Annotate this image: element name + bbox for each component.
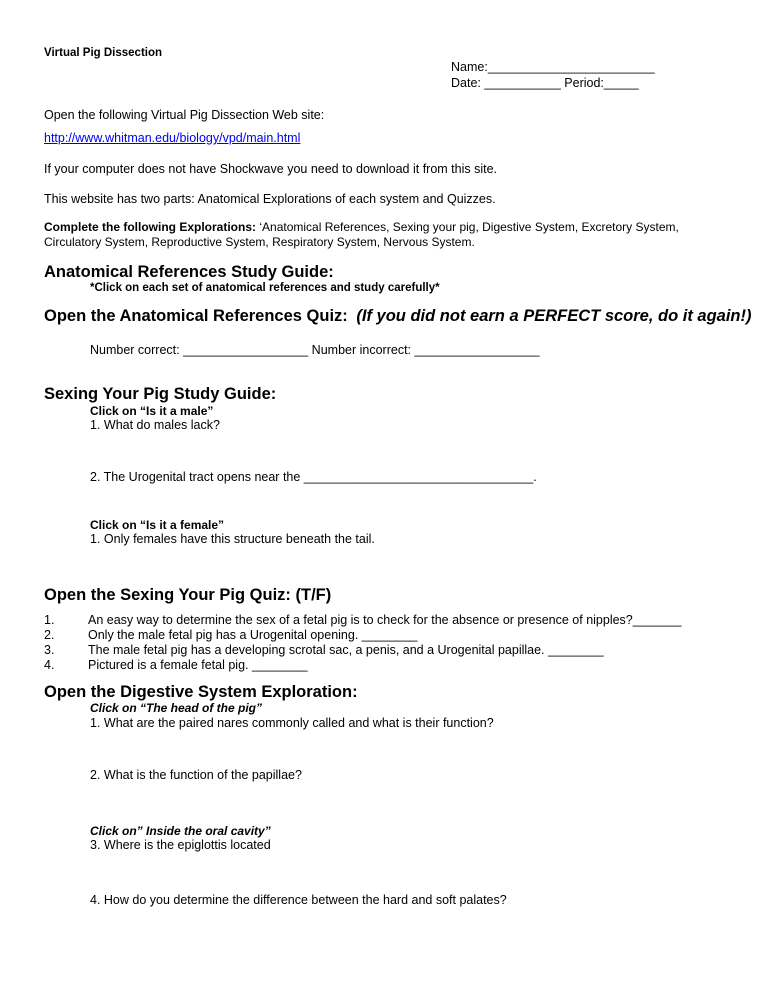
complete-list-line2: Circulatory System, Reproductive System, Respiratory System, Nervous System. (44, 235, 475, 249)
date-period-field[interactable]: Date: ___________ Period:_____ (451, 76, 639, 90)
item-number: 2. (44, 628, 55, 642)
male-click-instruction: Click on “Is it a male” (90, 404, 214, 418)
open-site-instruction: Open the following Virtual Pig Dissection Web site: (44, 108, 325, 122)
oral-click-instruction: Click on” Inside the oral cavity” (90, 824, 271, 838)
shockwave-note: If your computer does not have Shockwave you need to download it from this site. (44, 162, 498, 176)
quiz-score-line[interactable]: Number correct: __________________ Number incorrect: __________________ (90, 343, 540, 357)
two-parts-note: This website has two parts: Anatomical Explorations of each system and Quizzes. (44, 192, 496, 206)
head-click-instruction: Click on “The head of the pig” (90, 701, 263, 715)
sexing-quiz-item (44, 613, 681, 627)
sexing-guide-heading: Sexing Your Pig Study Guide: (44, 385, 277, 403)
complete-explorations (44, 220, 679, 234)
digestive-heading: Open the Digestive System Exploration: (44, 683, 358, 701)
sexing-quiz-item (44, 628, 417, 642)
digestive-question-2: 2. What is the function of the papillae? (90, 768, 302, 782)
male-question-1: 1. What do males lack? (90, 418, 220, 432)
sexing-quiz-item (44, 658, 308, 672)
item-text: An easy way to determine the sex of a fetal pig is to check for the absence or presence of nipples?_______ (88, 613, 682, 627)
complete-list-line1: ‘Anatomical References, Sexing your pig, Digestive System, Excretory System, (256, 220, 679, 234)
digestive-question-1: 1. What are the paired nares commonly called and what is their function? (90, 716, 494, 730)
male-question-2: 2. The Urogenital tract opens near the _________________________________. (90, 470, 537, 484)
vpd-website-link[interactable]: http://www.whitman.edu/biology/vpd/main.html (44, 131, 301, 145)
anatomical-guide-note: *Click on each set of anatomical references and study carefully* (90, 282, 440, 294)
name-field[interactable]: Name:________________________ (451, 60, 655, 74)
item-number: 1. (44, 613, 55, 627)
complete-label: Complete the following Explorations: (44, 220, 257, 234)
item-number: 4. (44, 658, 55, 672)
item-number: 3. (44, 643, 55, 657)
item-text: Pictured is a female fetal pig. ________ (88, 658, 308, 672)
item-text: Only the male fetal pig has a Urogenital opening. ________ (88, 628, 418, 642)
sexing-quiz-heading: Open the Sexing Your Pig Quiz: (T/F) (44, 586, 332, 604)
sexing-quiz-item (44, 643, 604, 657)
digestive-question-4: 4. How do you determine the difference between the hard and soft palates? (90, 893, 507, 907)
digestive-question-3: 3. Where is the epiglottis located (90, 838, 271, 852)
anatomical-quiz-note: (If you did not earn a PERFECT score, do it again!) (356, 307, 752, 325)
anatomical-quiz-title: Open the Anatomical References Quiz: (44, 307, 348, 325)
anatomical-guide-heading: Anatomical References Study Guide: (44, 263, 334, 281)
worksheet-title: Virtual Pig Dissection (44, 47, 163, 59)
anatomical-quiz-heading (44, 307, 752, 326)
female-click-instruction: Click on “Is it a female” (90, 518, 225, 532)
female-question-1: 1. Only females have this structure beneath the tail. (90, 532, 375, 546)
item-text: The male fetal pig has a developing scrotal sac, a penis, and a Urogenital papillae. ________ (88, 643, 604, 657)
